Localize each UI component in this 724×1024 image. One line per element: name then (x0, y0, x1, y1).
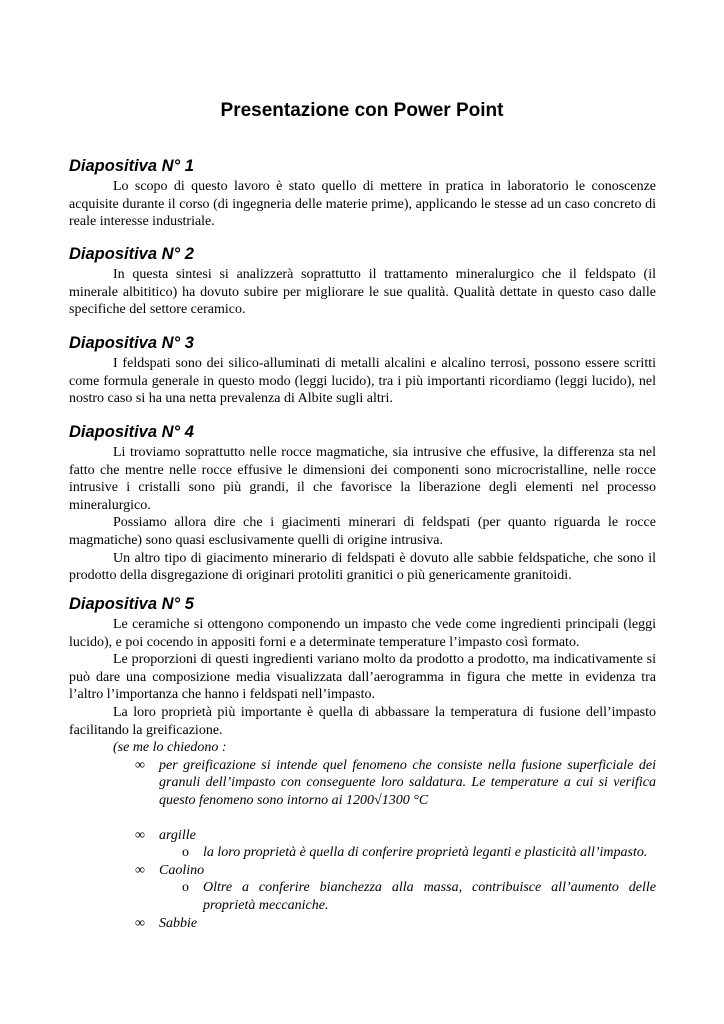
section-3-heading: Diapositiva N° 3 (69, 334, 194, 352)
section-4-paragraph-3: Un altro tipo di giacimento minerario di feldspati è dovuto alle sabbie feldspatiche, che sono il prodotto della disgregazione di originari protoliti granitici o più genericamente granitoidi. (69, 550, 656, 584)
bullet-text: argille (159, 827, 196, 843)
section-5-heading: Diapositiva N° 5 (69, 595, 194, 613)
sub-bullet-argille (69, 844, 656, 862)
bullet-sabbie (69, 915, 656, 933)
section-5-paragraph-1: Le ceramiche si ottengono componendo un impasto che vede come ingredienti principali (leggi lucido), e poi cocendo in appositi forni e a determinate temperature l’impasto così formato. (69, 617, 656, 650)
sub-bullet-caolino (69, 879, 656, 914)
bullet-caolino (69, 862, 656, 880)
section-2-heading: Diapositiva N° 2 (69, 245, 194, 263)
section-1 (69, 155, 656, 231)
section-4 (69, 421, 656, 585)
infinity-bullet-icon: ∞ (135, 827, 145, 843)
circle-bullet-icon: o (182, 845, 189, 861)
section-3-paragraph: I feldspati sono dei silico-alluminati di metalli alcalini e alcalino terrosi, possono essere scritti come formula generale in questo modo (leggi lucido), tra i più importanti ricordiamo (leggi lucido), nel nostro caso si ha una netta prevalenza di Albite sugli altri. (69, 356, 656, 407)
sub-bullet-text: Oltre a conferire bianchezza alla massa, contribuisce all’aumento delle proprietà meccaniche. (203, 880, 656, 913)
sub-bullet-text: la loro proprietà è quella di conferire proprietà leganti e plasticità all’impasto. (203, 845, 648, 861)
section-5-paragraph-2: Le proporzioni di questi ingredienti variano molto da prodotto a prodotto, ma indicativamente si può dare una composizione media visualizzata dall’aerogramma in figura che mette in evidenza tra l’altro l’importanza che hanno i feldspati nell’impasto. (69, 652, 656, 703)
circle-bullet-icon: o (182, 880, 189, 896)
infinity-bullet-icon: ∞ (135, 915, 145, 931)
section-4-paragraph-1: Li troviamo soprattutto nelle rocce magmatiche, sia intrusive che effusive, la differenza sta nel fatto che mentre nelle rocce effusive le dimensioni dei componenti sono microcristalline, nelle rocce intrusive i cristalli sono più grandi, il che favorisce la liberazione degli elementi nel processo mineralurgico. (69, 445, 656, 513)
section-2-paragraph: In questa sintesi si analizzerà soprattutto il trattamento mineralurgico che il feldspato (il minerale albititico) ha dovuto subire per migliorare le sue qualità. Qualità dettate in questo caso dalle specifiche del settore ceramico. (69, 267, 656, 318)
bullet-argille (69, 827, 656, 845)
section-5 (69, 593, 656, 932)
section-4-heading: Diapositiva N° 4 (69, 423, 194, 441)
section-1-heading: Diapositiva N° 1 (69, 157, 194, 175)
bullet-text: per greificazione si intende quel fenomeno che consiste nella fusione superficiale dei granuli dell’impasto con conseguente loro saldatura. Le temperature a cui si verifica questo fenomeno sono intorno ai 1200√1300 °C (159, 757, 656, 808)
section-2 (69, 243, 656, 319)
bullet-greificazione (69, 757, 656, 810)
section-3 (69, 332, 656, 408)
section-1-paragraph: Lo scopo di questo lavoro è stato quello di mettere in pratica in laboratorio le conoscenze acquisite durante il corso (di ingegneria delle materie prime), applicando le stesse ad un caso concreto di reale interesse industriale. (69, 179, 656, 230)
document-title: Presentazione con Power Point (220, 100, 504, 121)
infinity-bullet-icon: ∞ (135, 862, 145, 878)
section-5-paragraph-3: La loro proprietà più importante è quella di abbassare la temperatura di fusione dell’impasto facilitando la greificazione. (69, 704, 656, 738)
section-4-paragraph-2: Possiamo allora dire che i giacimenti minerari di feldspati (per quanto riguarda le rocce magmatiche) sono quasi esclusivamente quelli di origine intrusiva. (69, 515, 656, 548)
infinity-bullet-icon: ∞ (135, 757, 145, 773)
bullet-text: Sabbie (159, 915, 198, 931)
section-5-note: (se me lo chiedono : (113, 740, 227, 756)
bullet-text: Caolino (159, 862, 205, 878)
